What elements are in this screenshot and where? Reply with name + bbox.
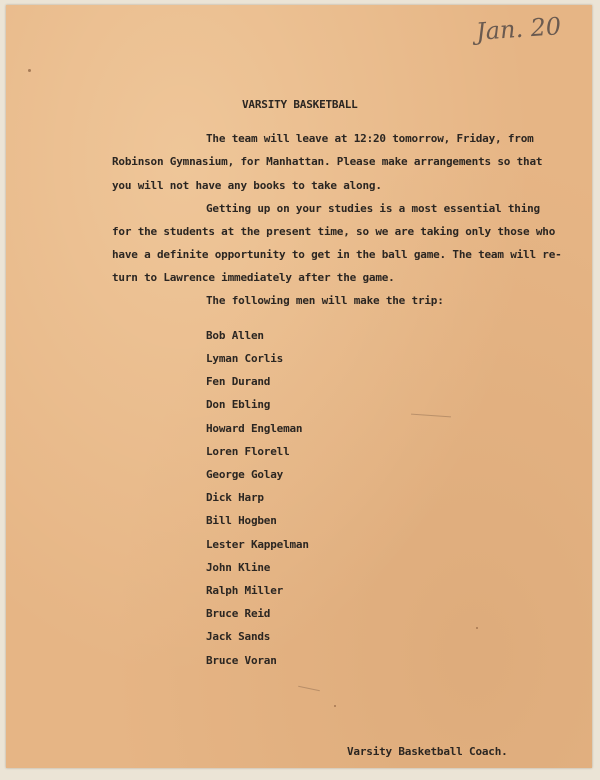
handwritten-date-note: Jan. 20 [475, 12, 563, 46]
document-title: VARSITY BASKETBALL [242, 98, 358, 111]
roster-item: George Golay [206, 468, 284, 481]
roster-item: Loren Florell [206, 445, 290, 458]
roster-intro: The following men will make the trip: [206, 294, 444, 307]
roster-item: John Kline [206, 561, 271, 574]
paragraph-2-line-4: turn to Lawrence immediately after the game. [112, 271, 395, 284]
roster-item: Lyman Corlis [206, 352, 284, 365]
roster-item: Bruce Reid [206, 607, 271, 620]
roster-item: Ralph Miller [206, 584, 284, 597]
paragraph-1-line-1: The team will leave at 12:20 tomorrow, Friday, from [206, 132, 534, 145]
document-page [6, 5, 592, 768]
roster-item: Bruce Voran [206, 654, 277, 667]
paper-speck [334, 705, 336, 707]
roster-item: Howard Engleman [206, 422, 303, 435]
roster-item: Lester Kappelman [206, 538, 309, 551]
paper-fibre [298, 686, 320, 692]
paper-speck [28, 69, 31, 72]
roster-item: Bill Hogben [206, 514, 277, 527]
roster-item: Don Ebling [206, 398, 271, 411]
paragraph-2-line-1: Getting up on your studies is a most essential thing [206, 202, 540, 215]
paper-fibre [411, 414, 451, 418]
signature-line: Varsity Basketball Coach. [347, 745, 508, 758]
paragraph-2-line-3: have a definite opportunity to get in the ball game. The team will re- [112, 248, 562, 261]
paragraph-1-line-3: you will not have any books to take along. [112, 179, 382, 192]
paper-speck [476, 627, 478, 629]
paragraph-1-line-2: Robinson Gymnasium, for Manhattan. Please make arrangements so that [112, 155, 543, 168]
paragraph-2-line-2: for the students at the present time, so we are taking only those who [112, 225, 556, 238]
roster-item: Fen Durand [206, 375, 271, 388]
roster-item: Jack Sands [206, 630, 271, 643]
roster-item: Dick Harp [206, 491, 264, 504]
roster-item: Bob Allen [206, 329, 264, 342]
